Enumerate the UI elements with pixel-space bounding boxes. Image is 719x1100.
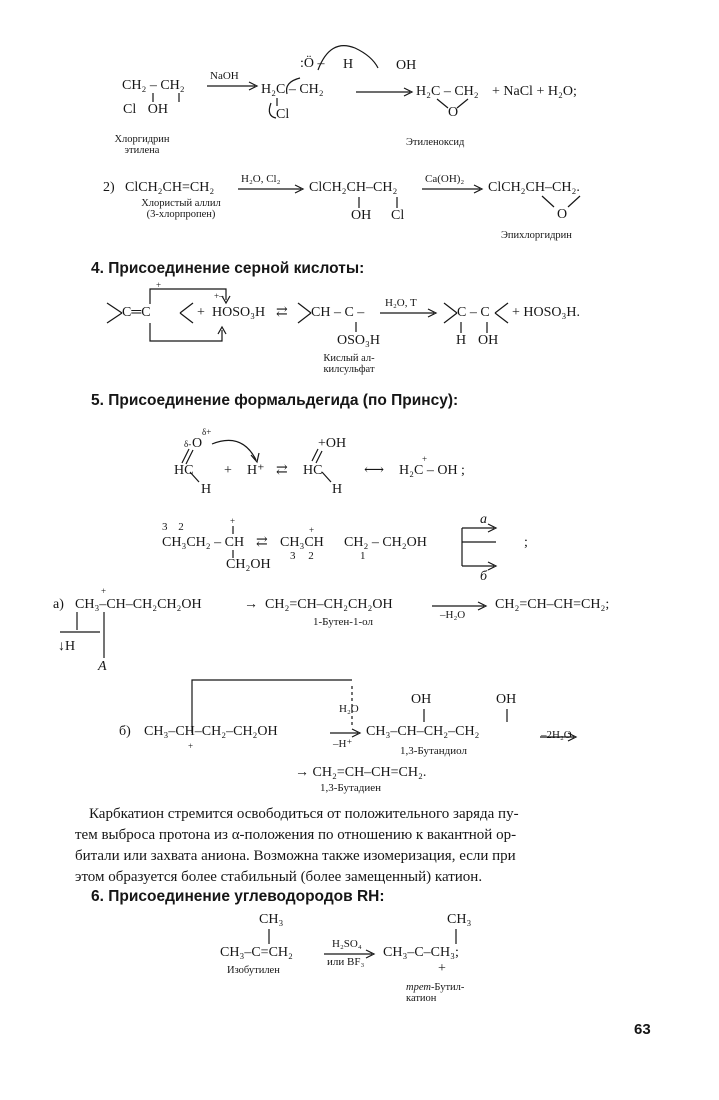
r1-naoh: NaOH xyxy=(210,70,239,82)
r4-intermediate: CH – C – xyxy=(311,305,365,320)
r4-caption: Кислый ал- килсульфат xyxy=(323,353,375,375)
rb-condition2: –2H₂O xyxy=(541,729,572,741)
r5-delta-minus: δ- xyxy=(184,439,192,449)
r6-caption-right-text: -Бутил- катион xyxy=(406,982,465,1004)
ra-condition: –H₂O xyxy=(440,609,466,621)
r4-delta-plus: + xyxy=(156,280,162,290)
r6-condition-top: H₂SO₄ xyxy=(332,938,362,950)
ra-chain: CH₃–CH–CH₂CH₂OH xyxy=(75,597,202,612)
r1-int-oh: OH xyxy=(396,58,417,73)
r5-hc2: HC xyxy=(303,463,323,478)
r6-plus: + xyxy=(438,961,446,976)
r1-prod-o: O xyxy=(448,105,459,120)
heading-6: 6. Присоединение углеводородов RH: xyxy=(91,888,385,905)
r2-caption-left: Хлористый аллил (3-хлорпропен) xyxy=(141,198,221,220)
r5-carbocation: H₂C – OH ; xyxy=(399,463,465,478)
r2-condition1: H₂O, Cl₂ xyxy=(241,173,281,185)
r5-l2-arrow-b: б xyxy=(480,569,488,584)
r4-condition: H₂O, T xyxy=(385,297,417,309)
rb-final-name: 1,3-Бутадиен xyxy=(320,782,382,794)
r5-l2-equilibrium: ⇄ xyxy=(256,535,268,550)
r1-caption-left: Хлоргидрин этилена xyxy=(114,134,170,156)
r4-product: C – C xyxy=(457,305,490,320)
r1-reactant-top: CH₂ – CH₂ xyxy=(122,78,185,93)
r2-number: 2) xyxy=(103,180,115,195)
r5-l2-right: CH₂ – CH₂OH xyxy=(344,535,427,550)
r6-caption-right-italic: трет xyxy=(406,982,431,993)
rb-condition-bottom: –H⁺ xyxy=(333,738,353,750)
ra-final: CH₂=CH–CH=CH₂; xyxy=(495,597,610,612)
r6-caption-left: Изобутилен xyxy=(227,965,280,976)
paragraph-line-2: тем выброса протона из α-положения по отношению к вакантной ор- xyxy=(75,827,517,843)
r6-condition-bottom: или BF₃ xyxy=(327,956,365,968)
ra-label: а) xyxy=(53,597,64,612)
rb-label: б) xyxy=(119,724,131,739)
r4-product-oh: OH xyxy=(478,333,499,348)
r5-oxygen: O xyxy=(192,436,203,451)
ra-product: CH₂=CH–CH₂CH₂OH xyxy=(265,597,393,612)
rb-final: → CH₂=CH–CH=CH₂. xyxy=(295,765,427,780)
r5-l2-right-number: 1 xyxy=(360,550,366,562)
r5-l2-semicolon: ; xyxy=(524,535,528,550)
r2-product-o: O xyxy=(557,207,568,222)
r5-l2-mid: CH₃CH xyxy=(280,535,324,550)
r5-l2-mid-numbers: 3 2 xyxy=(290,550,314,562)
r6-product: CH₃–C–CH₃; xyxy=(383,945,459,960)
r4-product-h: H xyxy=(456,333,467,348)
rb-condition-top: H₂O xyxy=(339,703,359,715)
r2-product: ClCH₂CH–CH₂. xyxy=(488,180,580,195)
paragraph-line-4: этом образуется более стабильный (более замещенный) катион. xyxy=(75,869,483,885)
rb-oh1: OH xyxy=(411,692,432,707)
r4-intermediate-sub: OSO₃H xyxy=(337,333,380,348)
r4-delta-minus: +– xyxy=(214,291,224,301)
r2-intermediate: ClCH₂CH–CH₂ xyxy=(309,180,398,195)
ra-h-minus: ↓H xyxy=(58,639,76,654)
rb-chain: CH₃–CH–CH₂–CH₂OH xyxy=(144,724,278,739)
ra-arrow: → xyxy=(244,597,258,612)
r1-caption-right: Этиленоксид xyxy=(406,137,465,148)
r2-reactant: ClCH₂CH=CH₂ xyxy=(125,180,215,195)
r1-int-o: :Ö – xyxy=(300,56,325,71)
r1-byproducts: + NaCl + H₂O; xyxy=(492,84,577,99)
r5-plus: + xyxy=(224,463,232,478)
rb-product-name: 1,3-Бутандиол xyxy=(400,745,467,757)
r1-reactant-bottom: Cl OH xyxy=(123,102,168,117)
r2-condition2: Ca(OH)₂ xyxy=(425,173,465,185)
ra-a-mark: A xyxy=(98,659,107,674)
r6-ch3-top: CH₃ xyxy=(259,912,284,927)
heading-5: 5. Присоединение формальдегида (по Принсу): xyxy=(91,392,459,409)
r4-plus: + xyxy=(197,305,205,320)
r5-l2-left: CH₃CH₂ – CH xyxy=(162,535,245,550)
r5-l2-arrow-a: а xyxy=(480,512,487,527)
r4-acid: HOSO₃H xyxy=(212,305,266,320)
ra-plus: + xyxy=(101,586,107,596)
r5-resonance: ⟷ xyxy=(364,463,385,478)
r5-hplus: H⁺ xyxy=(247,463,265,478)
rb-oh2: OH xyxy=(496,692,517,707)
page-number: 63 xyxy=(634,1021,651,1038)
r2-intermediate-cl: Cl xyxy=(391,208,405,223)
r4-equilibrium: ⇄ xyxy=(276,305,288,320)
r5-l2-numbers-left: 3 2 xyxy=(162,521,184,533)
r6-reactant: CH₃–C=CH₂ xyxy=(220,945,293,960)
r5-h: H xyxy=(201,482,212,497)
r1-prod-chain: H₂C – CH₂ xyxy=(416,84,479,99)
r2-caption-right: Эпихлоргидрин xyxy=(501,230,572,241)
r6-ch3-top2: CH₃ xyxy=(447,912,472,927)
r5-carbocation-plus: + xyxy=(422,454,428,464)
r1-int-chain: H₂C – CH₂ xyxy=(261,82,324,97)
paragraph-line-3: битали или захвата аниона. Возможна также изомеризация, если при xyxy=(75,848,516,864)
r4-byproduct: + HOSO₃H. xyxy=(512,305,581,320)
r5-delta-plus: δ+ xyxy=(202,427,212,437)
r4-alkene: C═C xyxy=(122,305,151,320)
r5-l2-mid-plus: + xyxy=(309,525,315,535)
r5-h2: H xyxy=(332,482,343,497)
r1-int-h: H xyxy=(343,57,354,72)
r5-l2-left-plus: + xyxy=(230,516,236,526)
r6-caption-right xyxy=(406,983,502,1004)
rb-plus: + xyxy=(188,741,194,751)
ra-product-name: 1-Бутен-1-ол xyxy=(313,616,373,628)
r1-int-cl: Cl xyxy=(276,107,290,122)
heading-4: 4. Присоединение серной кислоты: xyxy=(91,260,365,277)
paragraph-line-1: Карбкатион стремится освободиться от положительного заряда пу- xyxy=(89,806,519,822)
r5-equilibrium: ⇄ xyxy=(276,463,288,478)
r5-hc: HC xyxy=(174,463,194,478)
r5-oh-plus: +OH xyxy=(318,436,347,451)
r5-l2-left-sub: CH₂OH xyxy=(226,557,271,572)
r2-intermediate-oh: OH xyxy=(351,208,372,223)
rb-product: CH₃–CH–CH₂–CH₂ xyxy=(366,724,480,739)
